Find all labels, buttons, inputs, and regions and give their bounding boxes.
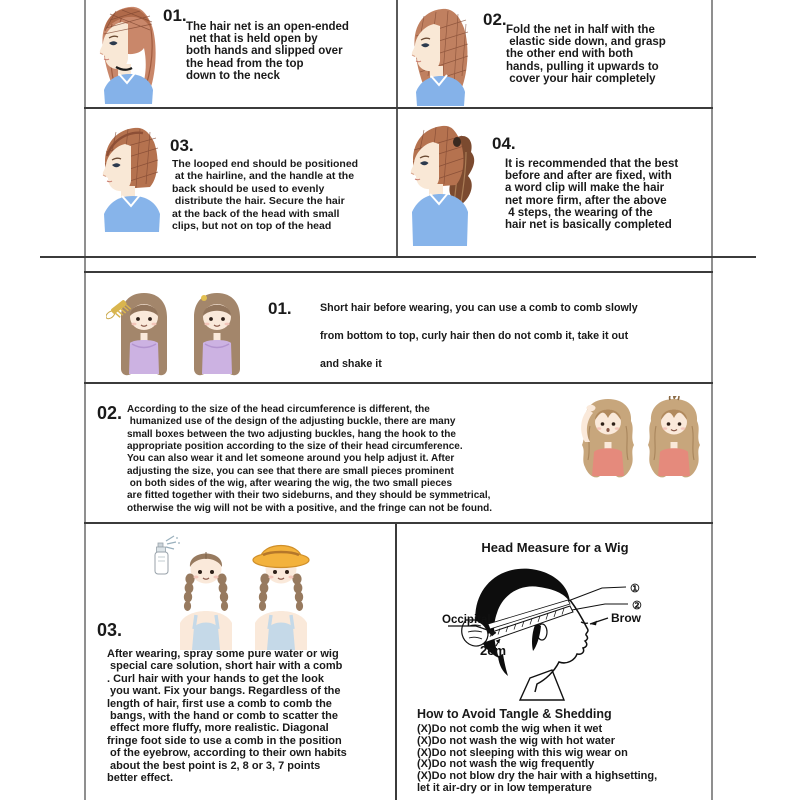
- head-measure-diagram: [440, 560, 665, 705]
- girl-profile-hairnet-open-illustration: [92, 4, 164, 104]
- tape-marker-1: ①: [630, 583, 640, 595]
- step-number: 01.: [163, 6, 187, 25]
- girl-long-hair: [121, 293, 167, 375]
- girl-braids-hat: [253, 546, 309, 651]
- step-number: 02.: [97, 403, 123, 423]
- hair-clip: [201, 295, 207, 301]
- girl-profile-hairnet-secured-illustration: [92, 124, 176, 232]
- girl-braids: [180, 552, 232, 650]
- girl-long-hair: [194, 293, 240, 375]
- row-divider-3: [84, 271, 713, 273]
- bottom-section-vertical-divider: [395, 523, 397, 800]
- step-number: 02.: [483, 10, 507, 29]
- step-number: 03.: [170, 136, 194, 155]
- top-section-vertical-divider: [396, 0, 398, 257]
- row-divider-5: [84, 522, 713, 524]
- girl-wavy-hair: [581, 399, 634, 477]
- two-cm-label: 2cm: [480, 643, 507, 658]
- step-number: 01.: [268, 299, 292, 318]
- row-divider-4: [84, 382, 713, 384]
- row-divider-1: [84, 107, 713, 109]
- girls-spray-hat-illustration: [150, 535, 325, 650]
- sun-hat-icon: [253, 546, 309, 568]
- girl-profile-hairnet-fold-illustration: [404, 6, 476, 106]
- step-text: After wearing, spray some pure water or wig special care solution, short hair with a comb . Curl hair with your hands to get the look you want. Fix your bangs. Regardless of the length of hair, first use a comb to comb the bangs, with the hand or comb to scatter the effect more fluffy, more realistic. Diagonal fringe foot side to use a comb in the position of the eyebrow, according to their own habits about the best point is 2, 8 or 3, 7 points better effect.: [107, 648, 347, 785]
- row-divider-2: [40, 256, 756, 258]
- hair-tie: [453, 137, 461, 147]
- girl-wavy-hair: [648, 396, 700, 477]
- right-border-line: [711, 0, 713, 800]
- head-measure-title: Head Measure for a Wig: [481, 540, 629, 555]
- occipital-label: Occipital: [442, 614, 491, 626]
- girls-combing-illustration: [106, 291, 256, 379]
- step-text: It is recommended that the best before and after are fixed, with a word clip will make the hair net more firm, after the above 4 steps, the wearing of the hair net is basically completed: [505, 158, 679, 232]
- girls-adjusting-wig-illustration: [572, 396, 708, 506]
- brow-label: Brow: [611, 611, 641, 625]
- step-text: Short hair before wearing, you can use a comb to comb slowly from bottom to top, curly hair then do not comb it, take it out and shake it: [320, 302, 638, 370]
- howto-list: (X)Do not comb the wig when it wet (X)Do not wash the wig with hot water (X)Do not sleeping with this wig wear on (X)Do not wash the wig frequently (X)Do not blow dry the hair with a highsetting, let it air-dry or in low temperature: [417, 723, 658, 794]
- step-number: 04.: [492, 134, 516, 153]
- howto-title: How to Avoid Tangle & Shedding: [417, 707, 612, 721]
- step-number: 03.: [97, 620, 123, 640]
- step-text: According to the size of the head circumference is different, the humanized use of the design of the adjusting buckle, there are many small boxes between the two adjusting buckles, hang the hook to the appropriate position according to the size of their head circumference. You can also wear it and let someone around you help adjust it. After adjusting the size, you can see that there are small pieces prominent on both sides of the wig, after wearing the wig, the two small pieces are fitted together with their two sideburns, and they should be symmetrical, otherwise the wig will not be with a positive, and the fringe can not be found.: [127, 404, 493, 514]
- step-text: Fold the net in half with the elastic side down, and grasp the other end with both hands, pulling it upwards to cover your hair completely: [506, 24, 666, 85]
- girl-profile-ponytail-illustration: [400, 122, 486, 246]
- step-text: The looped end should be positioned at the hairline, and the handle at the back should be used to evenly distribute the hair. Secure the hair at the back of the head with small clips, but not on top of the head: [172, 158, 359, 233]
- left-border-line: [84, 0, 86, 800]
- tape-marker-2: ②: [632, 600, 642, 612]
- spray-bottle-icon: [155, 536, 180, 574]
- shirt-collar: [520, 670, 564, 700]
- step-text: The hair net is an open-ended net that is held open by both hands and slipped over the head from the top down to the neck: [186, 21, 349, 82]
